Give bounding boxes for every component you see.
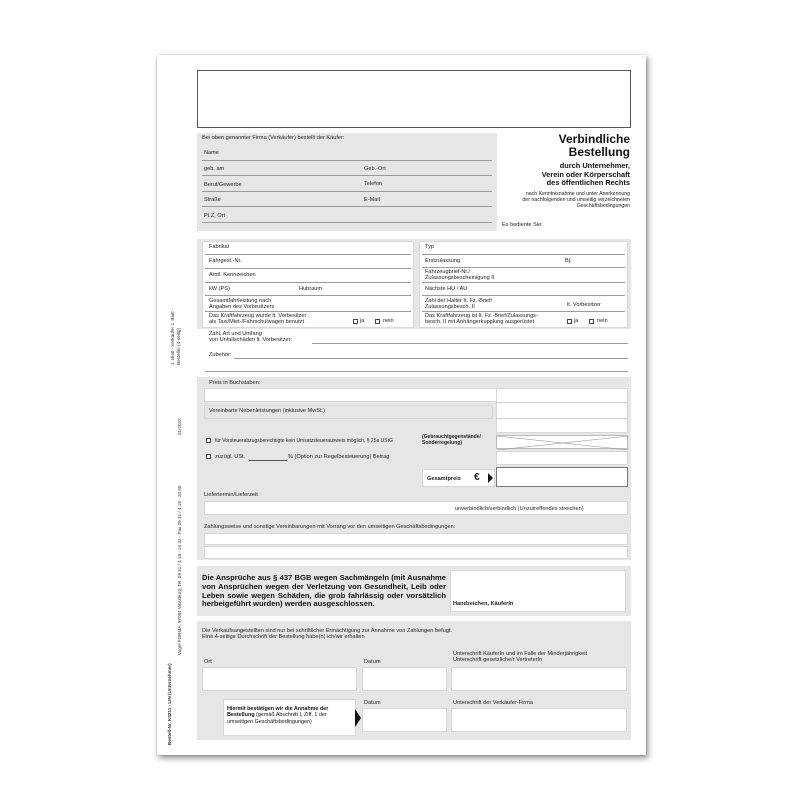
plus-vat-rest-label: % (Option zur Regelbesteuerung) Betrag xyxy=(288,454,390,460)
buyer-signature-label: Unterschrift KäuferIn und im Falle der Minderjährigkeit Unterschrift gesetzliche/r VertreterIn xyxy=(453,651,587,664)
first-registration-line[interactable] xyxy=(422,267,625,268)
owners-line[interactable] xyxy=(422,311,625,312)
seller-signature-field[interactable] xyxy=(451,708,627,732)
price-in-words-label: Preis in Buchstaben: xyxy=(209,380,261,386)
inspection-line[interactable] xyxy=(422,295,625,296)
euro-icon: € xyxy=(474,472,480,483)
form-title: Verbindliche Bestellung xyxy=(558,132,630,159)
vin-line[interactable] xyxy=(205,268,411,269)
payment-label: Zahlungsweise und sonstige Vereinbarungen mit Vorrang vor den umseitigen Geschäftsbedingungen: xyxy=(204,524,456,530)
form-subtitle: durch Unternehmer, Verein oder Körperschaft des öffentlichen Rechts xyxy=(541,161,630,188)
price-amount-line-2 xyxy=(496,418,628,419)
buyer-name-line[interactable] xyxy=(202,160,492,161)
zip-city-line[interactable] xyxy=(202,222,492,223)
zip-city-label: PLZ, Ort xyxy=(204,213,226,219)
trailer-yes-checkbox[interactable] xyxy=(567,319,572,324)
kw-label: kW (PS) xyxy=(209,286,230,292)
trailer-no-checkbox[interactable] xyxy=(589,319,594,324)
taxi-yes-label: ja xyxy=(360,318,365,324)
phone-label: Telefon xyxy=(364,181,383,187)
plus-vat-label: zuzügl. USt. xyxy=(215,454,246,460)
plate-line[interactable] xyxy=(205,282,411,283)
trailer-yes-label: ja xyxy=(574,318,579,324)
email-label: E-Mail xyxy=(364,197,380,203)
make-label: Fabrikat xyxy=(209,244,230,250)
taxi-label: Das Kraftfahrzeug wurde lt. Vorbesitzer als Taxi/Miet-/Fahrschulwagen benutzt xyxy=(209,313,307,326)
displacement-label: Hubraum xyxy=(299,286,323,292)
place-field[interactable] xyxy=(202,667,357,691)
date-label: Datum xyxy=(364,659,381,665)
accessories-line[interactable] xyxy=(234,358,628,359)
accessories-line-2[interactable] xyxy=(205,371,628,372)
confirmation-rest: (gemäß Abschnitt I, Ziff. 1 der umseitigen Geschäftsbedingungen) xyxy=(227,712,327,725)
taxi-yes-checkbox[interactable] xyxy=(353,319,358,324)
previous-owner-label: lt. Vorbesitzer xyxy=(567,302,601,308)
form-title-note: nach Kenntnisnahme und unter Anerkennung der nachfolgenden und umseitig verzeichneten Geschäftsbedingungen xyxy=(522,191,630,209)
total-amount-field[interactable] xyxy=(496,467,628,487)
buyer-intro: Bei oben genannter Firma (Verkäufer) bestellt der Käufer: xyxy=(202,135,345,141)
initials-label: Handzeichen, KäuferIn xyxy=(453,601,514,607)
birth-place-label: Geb.-Ort xyxy=(364,166,386,172)
inspection-label: Nächste HU / AU xyxy=(425,286,468,292)
date-field[interactable] xyxy=(362,667,447,691)
delivery-date-label: Liefertermin/Lieferzeit xyxy=(204,492,258,498)
plate-label: Amtl. Kennzeichen xyxy=(209,272,256,278)
vat-margin-checkbox[interactable] xyxy=(206,438,211,443)
buyer-name-label: Name xyxy=(204,150,219,156)
place-label: Ort xyxy=(204,659,212,665)
confirmation-text xyxy=(227,706,353,725)
ancillary-field[interactable] xyxy=(204,405,493,419)
edition-text: 01/2022 xyxy=(177,418,182,435)
payment-field-1[interactable] xyxy=(204,533,628,545)
vin-label: Fahrgest.-Nr. xyxy=(209,258,242,264)
price-amount-line-1 xyxy=(496,402,628,403)
seller-signature-label: Unterschrift der Verkäufer-Firma xyxy=(453,700,533,706)
date2-label: Datum xyxy=(364,700,381,706)
street-label: Straße xyxy=(204,197,221,203)
mileage-label: Gesamtfahrleistung nach Angaben des Vorbesitzers xyxy=(209,298,275,311)
type-line[interactable] xyxy=(422,254,625,255)
date2-field[interactable] xyxy=(362,708,447,732)
accessories-label: Zubehör: xyxy=(209,352,232,358)
payment-field-2[interactable] xyxy=(204,546,628,559)
profession-label: Beruf/Gewerbe xyxy=(204,182,242,188)
crossed-out-icon xyxy=(497,436,629,450)
ancillary-label: Vereinbarte Nebenleistungen (inklusive MwSt.) xyxy=(209,408,325,414)
mileage-line[interactable] xyxy=(205,311,411,312)
street-line[interactable] xyxy=(202,206,492,207)
year-label: Bj. xyxy=(565,258,572,264)
plus-vat-amount-field[interactable] xyxy=(496,451,628,465)
confirmation-bold: Hiermit bestätigen wir die Annahme der Bestellung xyxy=(227,706,329,719)
trailer-no-label: nein xyxy=(597,318,608,324)
owners-label: Zahl der Halter lt. Fz.-Brief/ Zulassungsbesch. II xyxy=(425,298,493,311)
taxi-no-label: nein xyxy=(383,318,394,324)
reg-doc-label: Fahrzeugbrief-Nr./ Zulassungsbescheinigung II xyxy=(425,269,495,282)
publisher-text: Vogel FORMA, 97084 Würzburg, Tel. 09 31 / 4 18 - 24 32 · Fax 09 31 / 4 18 - 20 55 xyxy=(177,485,182,655)
buyer-section xyxy=(197,133,497,231)
seller-address-box[interactable] xyxy=(197,70,631,128)
reg-doc-line[interactable] xyxy=(422,282,625,283)
used-goods-label: (Gebrauchtgegenstände/ Sonderregelung) xyxy=(422,434,481,447)
order-number-text: Bestell-Nr. K0211 - LIN (Unternehmer) xyxy=(167,663,172,745)
liability-text: Die Ansprüche aus § 437 BGB wegen Sachmängeln (mit Ausnahme von Ansprüchen wegen der Verletzung von Gesundheit, Leib oder Leben sowie wegen Schäden, die grob fahrlässig oder vorsätzlich herbeigeführt wurden) werden ausgeschlossen. xyxy=(202,573,446,609)
accidents-label: Zahl, Art und Umfang von Unfallschäden lt. Vorbesitzer: xyxy=(209,331,293,344)
total-arrow-icon xyxy=(488,473,493,483)
price-amount-column[interactable] xyxy=(496,388,628,433)
make-line[interactable] xyxy=(205,254,411,255)
served-by-label: Es bediente Sie: xyxy=(502,222,543,228)
plus-vat-checkbox[interactable] xyxy=(206,454,211,459)
buyer-signature-field[interactable] xyxy=(451,667,627,691)
profession-line[interactable] xyxy=(202,191,492,192)
used-goods-crossed-box xyxy=(496,435,628,449)
total-label: Gesamtpreis xyxy=(427,476,461,482)
copies-text: 1. Blatt - Verkäufer 2. Blatt - Besteller (4-seitig) xyxy=(170,308,181,365)
birth-date-label: geb. am xyxy=(204,166,225,172)
plus-vat-percent-line[interactable] xyxy=(249,460,287,461)
birth-line[interactable] xyxy=(202,175,492,176)
type-label: Typ xyxy=(425,244,435,250)
taxi-no-checkbox[interactable] xyxy=(375,319,380,324)
vat-margin-label: für Vorsteuerabzugsberechtigte kein Umsatzsteuerausweis möglich, § 25a UStG xyxy=(215,438,393,444)
accidents-line[interactable] xyxy=(312,343,628,344)
binding-label: unverbindlich/verbindlich (Unzutreffendes streichen) xyxy=(455,506,584,512)
confirm-arrow-icon xyxy=(355,709,361,727)
first-registration-label: Erstzulassung xyxy=(425,258,461,264)
kw-line[interactable] xyxy=(205,295,411,296)
trailer-label: Das Kraftfahrzeug ist lt. Fz.-Brief/Zulassungs- besch. II mit Anhängerkupplung ausgerüstet xyxy=(425,313,538,326)
order-form-sheet xyxy=(157,55,646,755)
payment-note-label: Die Verkaufsangestellten sind nur bei schriftlicher Ermächtigung zur Annahme von Zahlungen befugt. Eine 4-seitige Durchschrift der Bestellung habe(n) ich/wir erhalten xyxy=(202,628,453,641)
